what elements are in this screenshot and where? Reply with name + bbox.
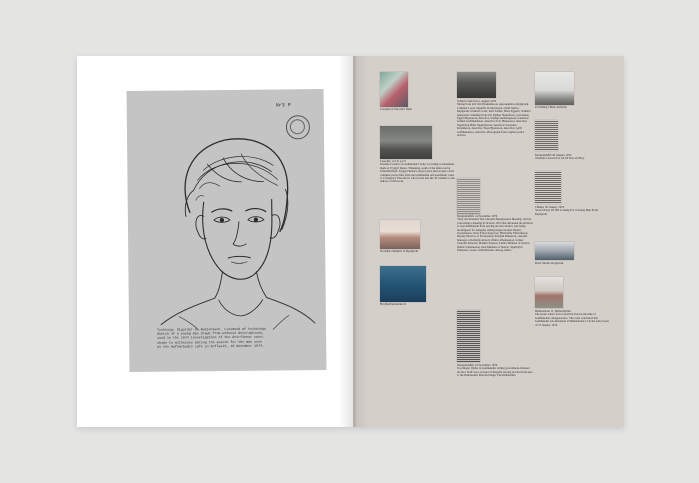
sheet-number: Nr3 P (275, 102, 291, 109)
caption-title: Morgunblaðið, 16 November 1976 (457, 363, 498, 367)
caption (457, 100, 531, 137)
photo-house (535, 277, 563, 308)
typed-line: at the Hafnarbudin cafe in Keflavik, 19 November 1974. (157, 343, 265, 349)
caption-body: The house where Sævar and Erla lived at the time of Gudmundur's disappearance. The court concluded that Gudmundur was murdered at Hamarsbraut 11 in the early hours of 27 January 1974. (535, 312, 609, 327)
typed-line: used in the 1974 investigation of the Geirfinnur case; (157, 335, 264, 341)
caption (457, 215, 533, 252)
caption-title: Stockfish Outskirts of Reykjavik (380, 249, 418, 253)
caption-title: Hamarsbraut 11, Hafnarfjörður (535, 309, 571, 313)
police-sketch-sheet (127, 89, 327, 372)
caption-body: 'Extensive Search For An 18 Year-old Boy' (535, 156, 585, 161)
pencil-portrait-drawing (137, 119, 319, 331)
caption-body: 'They All Attended The Customs Headquarters Meeting.' Article concerning a meeting in October 1972 that discussed the decision to stop Klúbburinn from serving alcohol while it was being investigated for allegedly selling illegal alcohol. Bjarki Þorsteinsson, State Police Inspector; Hallvarður Einvarðsson, Deputy Director of Prosecution; Kristján Pétursson, customs manager at Keflavík Airport; Ólafur Jóhannesson, former Customs Director; Haukur Jónsson, former Minister of Justice; Ólafur Jóhannesson, then Minister of Justice; Sigurbjörn Eiríksson, owner of Klúbburinn, among others. (457, 217, 533, 253)
photo-conspiracy-desk (380, 72, 408, 107)
typed-line: Sketch of a young man drawn from witness descriptions, (157, 330, 264, 336)
newspaper-clipping (457, 310, 480, 362)
photo-case-file (380, 126, 432, 159)
caption (380, 250, 454, 253)
typed-line: shown to witnesses during the search for the man seen (157, 339, 263, 345)
newspaper-clipping (535, 120, 558, 151)
right-page (353, 56, 624, 427)
caption-title: Morgunblaðið, 14 November 1976 (457, 214, 498, 218)
newspaper-clipping (535, 171, 561, 204)
caption-body: 'Search Party Of 200 Looking For A Young Man From Reykjavík' (535, 208, 598, 216)
photo-fjord-sea (380, 266, 426, 302)
caption (535, 154, 609, 161)
left-page (77, 56, 353, 427)
caption-title: River Mouth, Reykjavík (535, 261, 564, 265)
typed-description (157, 326, 327, 349)
magazine-spread (77, 56, 624, 427)
caption (380, 108, 454, 111)
caption (535, 262, 609, 265)
caption (535, 206, 609, 216)
caption (380, 160, 456, 184)
caption (535, 310, 609, 327)
caption (457, 364, 533, 378)
photo-military-base (535, 72, 574, 105)
caption-title: Schütz's Task Force, August 1976 (457, 99, 497, 103)
newspaper-clipping (457, 178, 480, 214)
caption-body: Possible location of Gudmundur's body, according to statements made to Tryggvi Runar. Tiltekning, south of the main road at Ulfarsfellsland. Tryggvi Runar's lawyer gave photocopies of the complete police files from the Gudmundur and Geirfinnur cases to Conspiracy Theorist #1 who in turn lent the 30 volumes to the authors of this book. (380, 162, 455, 184)
photo-task-force (457, 72, 496, 98)
caption (535, 106, 609, 109)
photo-river-mouth (535, 242, 574, 260)
caption (380, 303, 454, 306)
caption-body: Top image: Ólafur in Gudmundur calling government-licensed alcohol. Staff were accused of illegally serving alcohol from here to the Klúbburinn. Bottom image: The Klúbburinn (457, 366, 533, 378)
caption-title: Hvalfjarðarstrandur #1 (380, 302, 407, 306)
caption-title: US Military Base, Keflavík (535, 105, 567, 109)
typed-line: Teikning: Sigurdur G. Gudjonsson. Ljosmynd af teikningu (157, 326, 266, 332)
photo-stockfish (380, 220, 420, 249)
caption-title: Morgunblaðið 26 January 1974 (535, 153, 572, 157)
caption-title: Case-file, vol. 8, p.171 (380, 159, 407, 163)
caption-body: Sitting from left: Orn Hoskuldsson, representative, Reykjavik Criminal Court; Sigurður Þorbjörnsson, Chief Justice, Reykjavik Criminal Court; Karl Schütz; Hans Eggertz, Schütz's interpreter. Standing from left: Eiríkur Sigurðsson, policeman; Eggert Bjarnason, detective; Steffán Gunnlaugsson, translator; Grímur Guðmundsson, detective; Ívar Hannesson, detective; Sigurbjörg Halla Sigurjónsson, detective; Þorsteinn Kristinsson, detective; Einar Bjarnason, detective; Gylfi Guðmundsson, detective. Photograph from original police archive. (457, 102, 531, 138)
caption-title: Conspiracy Theorist's Desk (380, 107, 412, 111)
book-gutter-shadow (339, 56, 369, 427)
caption-title: Tíminn, 30 January 1974 (535, 205, 565, 209)
